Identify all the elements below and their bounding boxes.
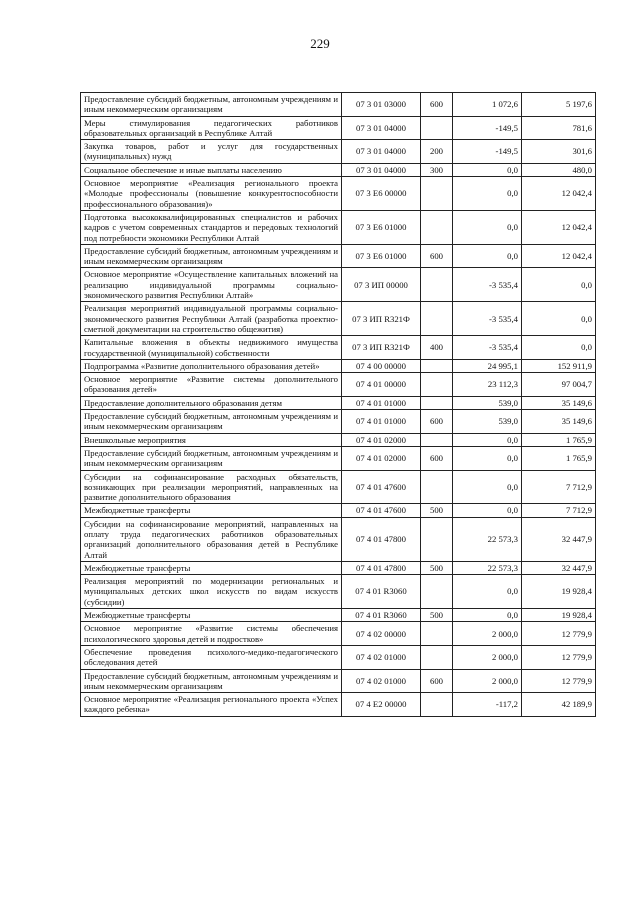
table-row	[81, 268, 596, 302]
row-code-cell: 07 4 E2 00000	[342, 693, 421, 717]
row-expense-type-cell	[421, 470, 453, 504]
row-code-cell: 07 3 E6 00000	[342, 177, 421, 211]
row-code-cell: 07 4 00 00000	[342, 359, 421, 372]
row-code-cell: 07 4 01 01000	[342, 396, 421, 409]
row-name-cell: Основное мероприятие «Реализация регионального проекта «Успех каждого ребенка»	[81, 693, 342, 717]
row-expense-type-cell	[421, 517, 453, 561]
table-row	[81, 163, 596, 176]
row-expense-type-cell	[421, 210, 453, 244]
row-expense-type-cell: 500	[421, 609, 453, 622]
row-name-cell: Реализация мероприятий индивидуальной программы социально-экономического развития Республики Алтай (разработка проектно-сметной документации на строительство общежития)	[81, 302, 342, 336]
table-row	[81, 410, 596, 434]
row-name-cell: Предоставление субсидий бюджетным, автономным учреждениям и иным некоммерческим организациям	[81, 244, 342, 268]
row-name-cell: Субсидии на софинансирование расходных обязательств, возникающих при реализации мероприятий, направленных на развитие дополнительного образования	[81, 470, 342, 504]
row-total-amount-cell: 42 189,9	[522, 693, 596, 717]
row-code-cell: 07 3 ИП 00000	[342, 268, 421, 302]
row-change-amount-cell: -149,5	[453, 140, 522, 164]
table-row	[81, 669, 596, 693]
row-expense-type-cell	[421, 622, 453, 646]
row-code-cell: 07 3 01 04000	[342, 116, 421, 140]
row-change-amount-cell: 539,0	[453, 396, 522, 409]
page-number: 229	[310, 36, 330, 51]
row-name-cell: Социальное обеспечение и иные выплаты населению	[81, 163, 342, 176]
row-total-amount-cell: 97 004,7	[522, 373, 596, 397]
row-change-amount-cell: 539,0	[453, 410, 522, 434]
row-expense-type-cell: 500	[421, 504, 453, 517]
row-change-amount-cell: 0,0	[453, 446, 522, 470]
row-code-cell: 07 4 02 01000	[342, 645, 421, 669]
row-change-amount-cell: 1 072,6	[453, 93, 522, 117]
row-expense-type-cell: 600	[421, 244, 453, 268]
row-total-amount-cell: 12 042,4	[522, 244, 596, 268]
row-total-amount-cell: 35 149,6	[522, 410, 596, 434]
table-row	[81, 693, 596, 717]
table-row	[81, 336, 596, 360]
row-total-amount-cell: 35 149,6	[522, 396, 596, 409]
row-change-amount-cell: -117,2	[453, 693, 522, 717]
row-total-amount-cell: 0,0	[522, 336, 596, 360]
table-row	[81, 302, 596, 336]
table-row	[81, 561, 596, 574]
row-name-cell: Межбюджетные трансферты	[81, 561, 342, 574]
row-code-cell: 07 4 01 47600	[342, 470, 421, 504]
row-change-amount-cell: 23 112,3	[453, 373, 522, 397]
row-code-cell: 07 4 01 01000	[342, 410, 421, 434]
table-row	[81, 504, 596, 517]
row-expense-type-cell: 500	[421, 561, 453, 574]
row-code-cell: 07 3 01 04000	[342, 163, 421, 176]
row-name-cell: Меры стимулирования педагогических работников образовательных организаций в Республике Алтай	[81, 116, 342, 140]
row-change-amount-cell: 0,0	[453, 177, 522, 211]
row-expense-type-cell: 300	[421, 163, 453, 176]
table-row	[81, 645, 596, 669]
row-total-amount-cell: 480,0	[522, 163, 596, 176]
row-total-amount-cell: 7 712,9	[522, 470, 596, 504]
table-row	[81, 433, 596, 446]
row-total-amount-cell: 7 712,9	[522, 504, 596, 517]
row-expense-type-cell	[421, 359, 453, 372]
row-code-cell: 07 3 ИП R321Ф	[342, 302, 421, 336]
row-change-amount-cell: 22 573,3	[453, 517, 522, 561]
row-change-amount-cell: 0,0	[453, 470, 522, 504]
row-total-amount-cell: 1 765,9	[522, 446, 596, 470]
row-total-amount-cell: 5 197,6	[522, 93, 596, 117]
row-name-cell: Подготовка высококвалифицированных специалистов и рабочих кадров с учетом современных стандартов и передовых технологий под потребности экономики Республики Алтай	[81, 210, 342, 244]
table-row	[81, 116, 596, 140]
table-row	[81, 446, 596, 470]
row-name-cell: Внешкольные мероприятия	[81, 433, 342, 446]
row-code-cell: 07 4 01 R3060	[342, 575, 421, 609]
row-name-cell: Обеспечение проведения психолого-медико-педагогического обследования детей	[81, 645, 342, 669]
row-code-cell: 07 4 01 02000	[342, 446, 421, 470]
row-change-amount-cell: 0,0	[453, 575, 522, 609]
row-expense-type-cell	[421, 302, 453, 336]
row-total-amount-cell: 152 911,9	[522, 359, 596, 372]
row-change-amount-cell: -149,5	[453, 116, 522, 140]
row-name-cell: Субсидии на софинансирование мероприятий, направленных на оплату труда педагогических работников образовательных организаций дополнительного образования детей в Республике Алтай	[81, 517, 342, 561]
row-name-cell: Основное мероприятие «Осуществление капитальных вложений на реализацию индивидуальной программы социально-экономического развития Республики Алтай»	[81, 268, 342, 302]
row-code-cell: 07 4 01 47600	[342, 504, 421, 517]
row-change-amount-cell: 24 995,1	[453, 359, 522, 372]
row-total-amount-cell: 12 779,9	[522, 669, 596, 693]
row-total-amount-cell: 0,0	[522, 268, 596, 302]
row-name-cell: Межбюджетные трансферты	[81, 609, 342, 622]
row-name-cell: Капитальные вложения в объекты недвижимого имущества государственной (муниципальной) собственности	[81, 336, 342, 360]
table-row	[81, 609, 596, 622]
row-code-cell: 07 4 01 R3060	[342, 609, 421, 622]
table-row	[81, 140, 596, 164]
row-name-cell: Предоставление дополнительного образования детям	[81, 396, 342, 409]
table-row	[81, 470, 596, 504]
row-name-cell: Основное мероприятие «Развитие системы обеспечения психологического здоровья детей и подростков»	[81, 622, 342, 646]
row-name-cell: Основное мероприятие «Реализация регионального проекта «Молодые профессионалы (повышение конкурентоспособности профессионального образования)»	[81, 177, 342, 211]
row-total-amount-cell: 1 765,9	[522, 433, 596, 446]
table-row	[81, 244, 596, 268]
row-change-amount-cell: -3 535,4	[453, 268, 522, 302]
row-code-cell: 07 4 01 47800	[342, 561, 421, 574]
row-expense-type-cell	[421, 433, 453, 446]
row-name-cell: Основное мероприятие «Развитие системы дополнительного образования детей»	[81, 373, 342, 397]
row-change-amount-cell: -3 535,4	[453, 302, 522, 336]
row-expense-type-cell: 600	[421, 410, 453, 434]
row-total-amount-cell: 12 779,9	[522, 645, 596, 669]
table-row	[81, 93, 596, 117]
row-total-amount-cell: 12 779,9	[522, 622, 596, 646]
row-expense-type-cell: 200	[421, 140, 453, 164]
row-code-cell: 07 3 ИП R321Ф	[342, 336, 421, 360]
row-code-cell: 07 4 01 02000	[342, 433, 421, 446]
budget-table	[80, 92, 596, 717]
row-code-cell: 07 4 02 00000	[342, 622, 421, 646]
table-row	[81, 622, 596, 646]
row-change-amount-cell: 0,0	[453, 210, 522, 244]
row-change-amount-cell: 0,0	[453, 504, 522, 517]
row-name-cell: Предоставление субсидий бюджетным, автономным учреждениям и иным некоммерческим организациям	[81, 93, 342, 117]
row-total-amount-cell: 32 447,9	[522, 517, 596, 561]
table-row	[81, 396, 596, 409]
row-change-amount-cell: 0,0	[453, 244, 522, 268]
row-name-cell: Реализация мероприятий по модернизации региональных и муниципальных детских школ искусств по видам искусств (субсидии)	[81, 575, 342, 609]
table-row	[81, 359, 596, 372]
row-name-cell: Закупка товаров, работ и услуг для государственных (муниципальных) нужд	[81, 140, 342, 164]
row-total-amount-cell: 19 928,4	[522, 609, 596, 622]
row-code-cell: 07 3 01 03000	[342, 93, 421, 117]
row-expense-type-cell: 600	[421, 93, 453, 117]
row-code-cell: 07 4 01 47800	[342, 517, 421, 561]
row-expense-type-cell	[421, 116, 453, 140]
row-change-amount-cell: 0,0	[453, 433, 522, 446]
row-change-amount-cell: 2 000,0	[453, 645, 522, 669]
table-row	[81, 517, 596, 561]
row-expense-type-cell	[421, 177, 453, 211]
row-name-cell: Предоставление субсидий бюджетным, автономным учреждениям и иным некоммерческим организациям	[81, 669, 342, 693]
table-row	[81, 177, 596, 211]
row-expense-type-cell	[421, 373, 453, 397]
budget-table-body	[81, 93, 596, 717]
row-total-amount-cell: 32 447,9	[522, 561, 596, 574]
row-total-amount-cell: 19 928,4	[522, 575, 596, 609]
row-expense-type-cell	[421, 396, 453, 409]
row-expense-type-cell	[421, 693, 453, 717]
row-name-cell: Предоставление субсидий бюджетным, автономным учреждениям и иным некоммерческим организациям	[81, 446, 342, 470]
row-total-amount-cell: 781,6	[522, 116, 596, 140]
row-expense-type-cell	[421, 645, 453, 669]
row-change-amount-cell: 0,0	[453, 609, 522, 622]
row-code-cell: 07 3 E6 01000	[342, 210, 421, 244]
table-row	[81, 373, 596, 397]
row-name-cell: Подпрограмма «Развитие дополнительного образования детей»	[81, 359, 342, 372]
row-change-amount-cell: 2 000,0	[453, 669, 522, 693]
row-expense-type-cell: 600	[421, 446, 453, 470]
row-total-amount-cell: 12 042,4	[522, 210, 596, 244]
table-row	[81, 575, 596, 609]
row-name-cell: Предоставление субсидий бюджетным, автономным учреждениям и иным некоммерческим организациям	[81, 410, 342, 434]
row-expense-type-cell	[421, 268, 453, 302]
row-code-cell: 07 3 01 04000	[342, 140, 421, 164]
row-total-amount-cell: 301,6	[522, 140, 596, 164]
row-code-cell: 07 3 E6 01000	[342, 244, 421, 268]
row-expense-type-cell: 400	[421, 336, 453, 360]
row-total-amount-cell: 12 042,4	[522, 177, 596, 211]
row-change-amount-cell: 22 573,3	[453, 561, 522, 574]
row-code-cell: 07 4 01 00000	[342, 373, 421, 397]
row-change-amount-cell: 0,0	[453, 163, 522, 176]
row-expense-type-cell: 600	[421, 669, 453, 693]
table-row	[81, 210, 596, 244]
row-change-amount-cell: 2 000,0	[453, 622, 522, 646]
row-code-cell: 07 4 02 01000	[342, 669, 421, 693]
row-expense-type-cell	[421, 575, 453, 609]
row-change-amount-cell: -3 535,4	[453, 336, 522, 360]
row-name-cell: Межбюджетные трансферты	[81, 504, 342, 517]
row-total-amount-cell: 0,0	[522, 302, 596, 336]
